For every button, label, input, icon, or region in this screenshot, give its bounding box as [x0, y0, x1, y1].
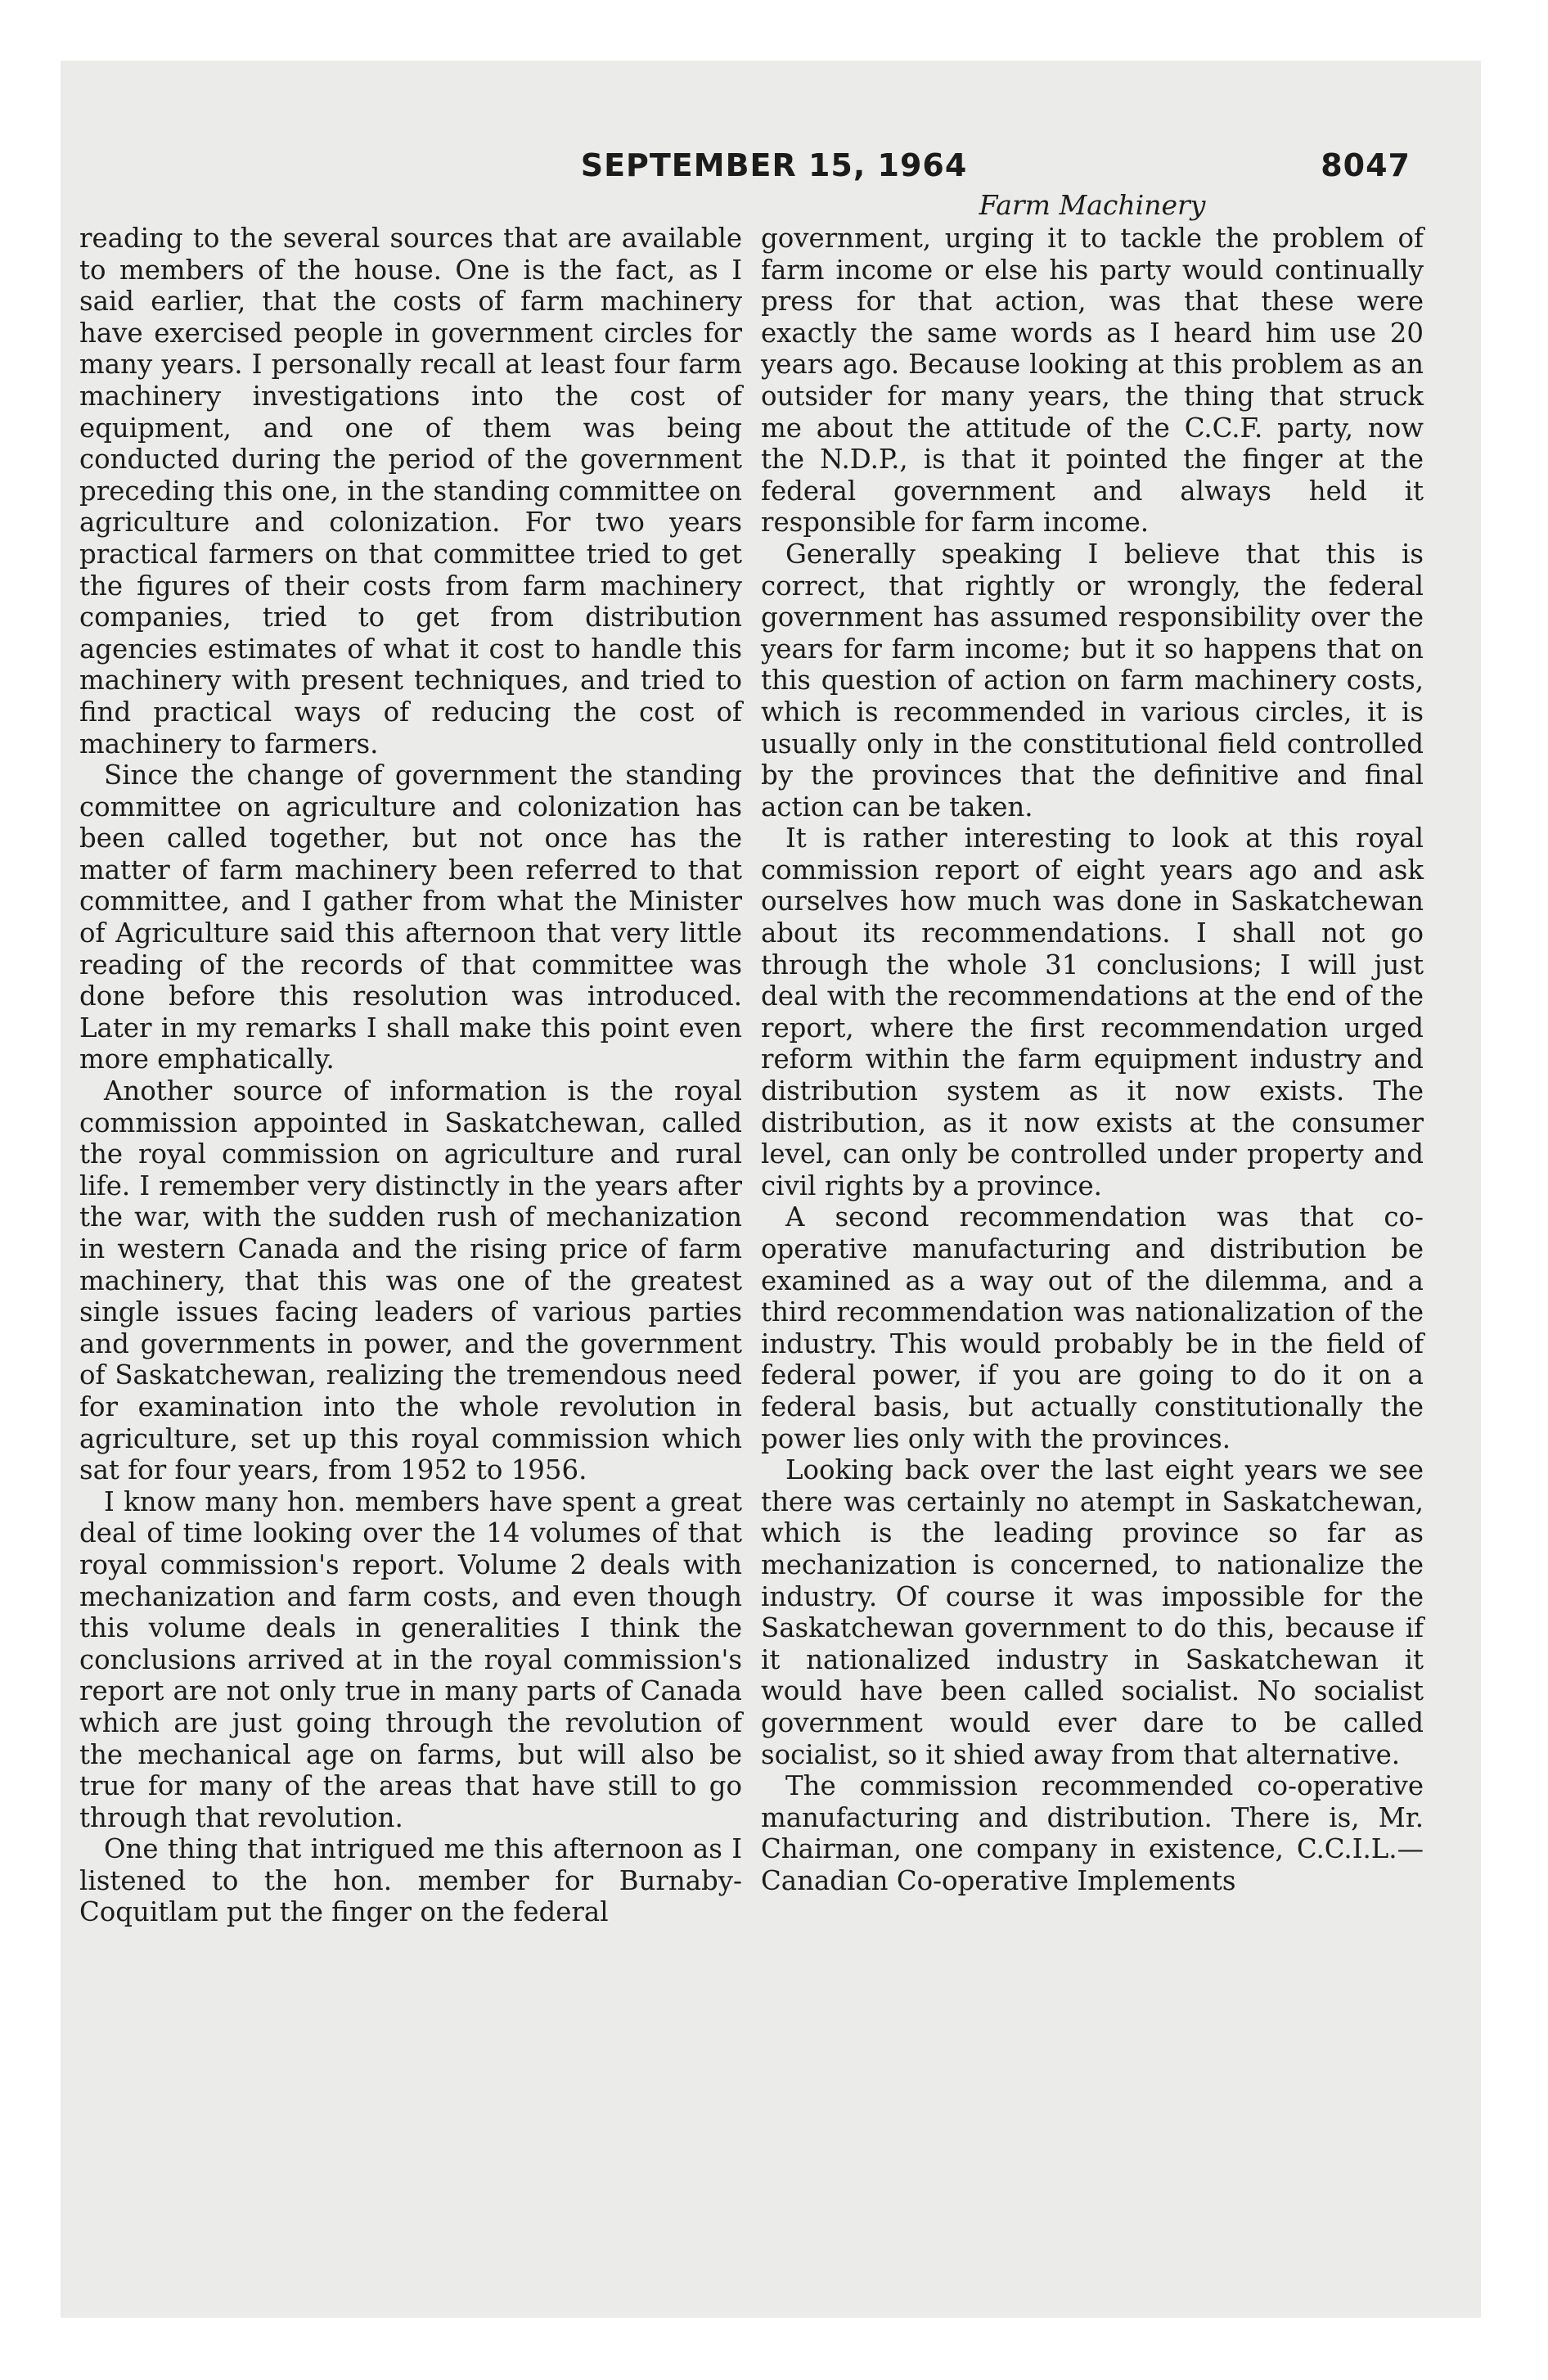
left-column [79, 223, 742, 1928]
paragraph: Another source of information is the royal commission appointed in Saskatchewan, called the royal commission on agriculture and rural life. I remember very distinctly in the years after the war, with the sudden rush of mechanization in western Canada and the rising price of farm machinery, that this was one of the greatest single issues facing leaders of various parties and governments in power, and the government of Saskatchewan, realizing the tremendous need for examination into the whole revolution in agriculture, set up this royal commission which sat for four years, from 1952 to 1956. [79, 1075, 742, 1486]
paragraph: I know many hon. members have spent a great deal of time looking over the 14 volumes of that royal commission's report. Volume 2 deals with mechanization and farm costs, and even though this volume deals in generalities I think the conclusions arrived at in the royal commission's report are not only true in many parts of Canada which are just going through the revolution of the mechanical age on farms, but will also be true for many of the areas that have still to go through that revolution. [79, 1485, 742, 1833]
paragraph: The commission recommended co-operative manufacturing and distribution. There is, Mr. Chairman, one company in existence, C.C.I.L.—Canadian Co-operative Implements [761, 1770, 1424, 1896]
paragraph: A second recommendation was that co-operative manufacturing and distribution be examined as a way out of the dilemma, and a third recommendation was nationalization of the industry. This would probably be in the field of federal power, if you are going to do it on a federal basis, but actually constitutionally the power lies only with the provinces. [761, 1201, 1424, 1454]
paragraph: government, urging it to tackle the problem of farm income or else his party would continually press for that action, was that these were exactly the same words as I heard him use 20 years ago. Because looking at this problem as an outsider for many years, the thing that struck me about the attitude of the C.C.F. party, now the N.D.P., is that it pointed the finger at the federal government and always held it responsible for farm income. [761, 223, 1424, 539]
paragraph: It is rather interesting to look at this royal commission report of eight years ago and ask ourselves how much was done in Saskatchewan about its recommendations. I shall not go through the whole 31 conclusions; I will just deal with the recommendations at the end of the report, where the first recommendation urged reform within the farm equipment industry and distribution system as it now exists. The distribution, as it now exists at the consumer level, can only be controlled under property and civil rights by a province. [761, 823, 1424, 1201]
paragraph: Generally speaking I believe that this is correct, that rightly or wrongly, the federal government has assumed responsibility over the years for farm income; but it so happens that on this question of action on farm machinery costs, which is recommended in various circles, it is usually only in the constitutional field controlled by the provinces that the definitive and final action can be taken. [761, 538, 1424, 823]
page-number: 8047 [1321, 147, 1411, 183]
subject-heading: Farm Machinery [979, 189, 1206, 221]
paragraph: reading to the several sources that are available to members of the house. One is the fact, as I said earlier, that the costs of farm machinery have exercised people in government circles for many years. I personally recall at least four farm machinery investigations into the cost of equipment, and one of them was being conducted during the period of the government preceding this one, in the standing committee on agriculture and colonization. For two years practical farmers on that committee tried to get the figures of their costs from farm machinery companies, tried to get from distribution agencies estimates of what it cost to handle this machinery with present techniques, and tried to find practical ways of reducing the cost of machinery to farmers. [79, 223, 742, 760]
paragraph: Looking back over the last eight years we see there was certainly no atempt in Saskatchewan, which is the leading province so far as mechanization is concerned, to nationalize the industry. Of course it was impossible for the Saskatchewan government to do this, because if it nationalized industry in Saskatchewan it would have been called socialist. No socialist government would ever dare to be called socialist, so it shied away from that alternative. [761, 1454, 1424, 1770]
paragraph: Since the change of government the standing committee on agriculture and colonization has been called together, but not once has the matter of farm machinery been referred to that committee, and I gather from what the Minister of Agriculture said this afternoon that very little reading of the records of that committee was done before this resolution was introduced. Later in my remarks I shall make this point even more emphatically. [79, 760, 742, 1075]
header-date: SEPTEMBER 15, 1964 [580, 147, 968, 183]
paragraph: One thing that intrigued me this afternoon as I listened to the hon. member for Burnaby-Coquitlam put the finger on the federal [79, 1833, 742, 1928]
right-column [761, 188, 1424, 1896]
